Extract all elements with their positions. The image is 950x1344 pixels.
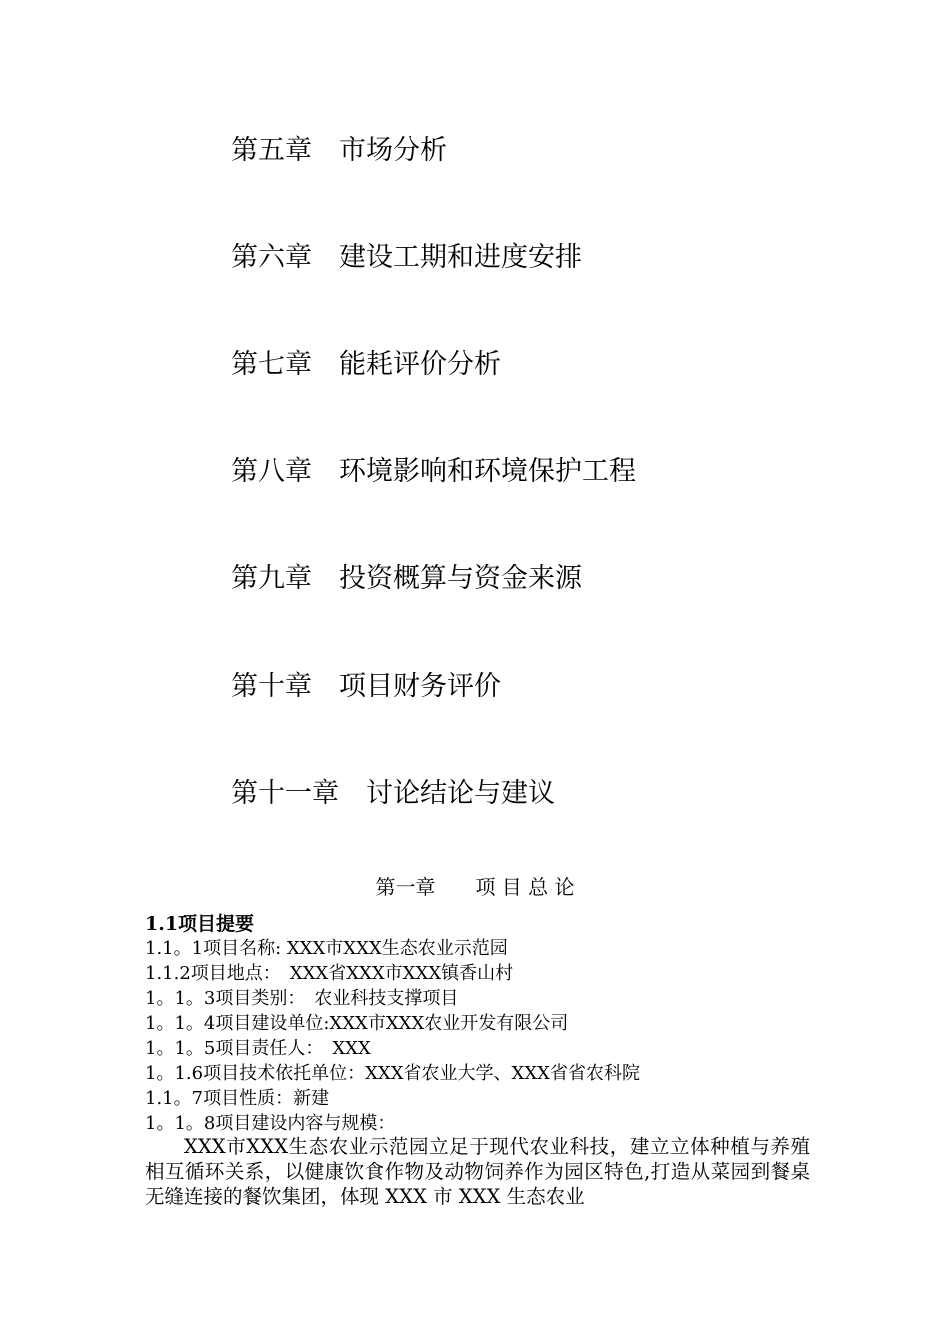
list-item-construction-unit: 1。1。4项目建设单位:XXX市XXX农业开发有限公司 (145, 1013, 569, 1034)
body-paragraph: XXX市XXX生态农业示范园立足于现代农业科技，建立立体种植与养殖相互循环关系，以健康饮食作物及动物饲养作为园区特色,打造从菜园到餐桌无缝连接的餐饮集团，体现 XXX 市 XXX 生态农业 (145, 1135, 810, 1208)
section-heading: 1.1项目提要 (145, 913, 255, 935)
list-item-content-scale: 1。1。8项目建设内容与规模： (145, 1113, 396, 1134)
list-item-project-category: 1。1。3项目类别： 农业科技支撑项目 (145, 988, 459, 1009)
toc-entry-chapter-9: 第九章 投资概算与资金来源 (231, 563, 582, 594)
list-item-project-name: 1.1。1项目名称: XXX市XXX生态农业示范园 (145, 938, 508, 959)
toc-entry-chapter-11: 第十一章 讨论结论与建议 (231, 778, 555, 809)
project-summary-list (145, 936, 640, 1136)
chapter-title: 第一章 项 目 总 论 (375, 875, 575, 899)
toc-entry-chapter-10: 第十章 项目财务评价 (231, 671, 501, 702)
toc-entry-chapter-5: 第五章 市场分析 (231, 135, 447, 166)
list-item-project-location: 1.1.2项目地点： XXX省XXX市XXX镇香山村 (145, 963, 514, 984)
list-item-responsible-person: 1。1。5项目责任人： XXX (145, 1038, 371, 1059)
list-item-technical-support: 1。1.6项目技术依托单位：XXX省农业大学、XXX省省农科院 (145, 1063, 640, 1084)
toc-entry-chapter-8: 第八章 环境影响和环境保护工程 (231, 456, 636, 487)
toc-entry-chapter-6: 第六章 建设工期和进度安排 (231, 242, 582, 273)
toc-entry-chapter-7: 第七章 能耗评价分析 (231, 349, 501, 380)
list-item-project-nature: 1.1。7项目性质：新建 (145, 1088, 330, 1109)
